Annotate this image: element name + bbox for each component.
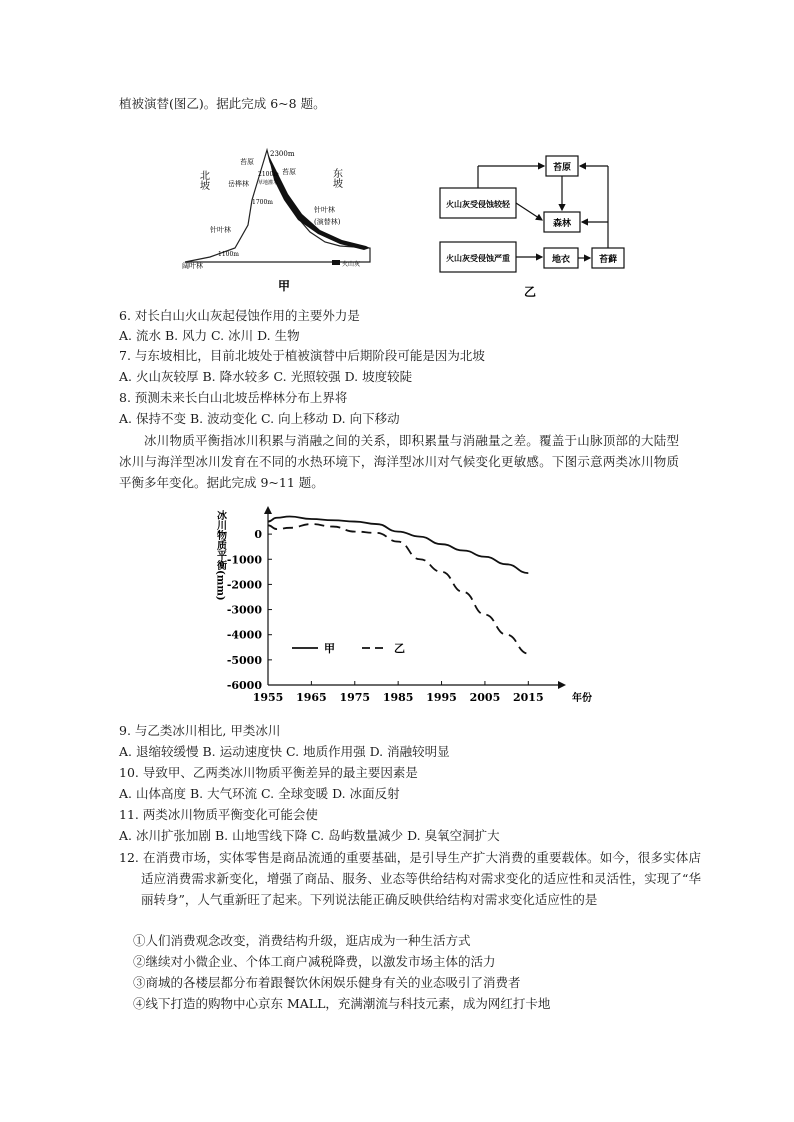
y-tick-label: -3000 [226, 603, 262, 617]
svg-text:火山灰受侵蚀严重: 火山灰受侵蚀严重 [446, 253, 510, 263]
y-tick-label: -6000 [226, 679, 262, 692]
svg-text:苔藓: 苔藓 [598, 255, 618, 265]
y-tick-label: -4000 [226, 628, 262, 642]
x-axis-arrow [558, 681, 566, 689]
x-tick-label: 1975 [339, 691, 371, 704]
zone-left-conifer: 针叶林 [210, 226, 231, 234]
q12-item-4: ④线下打造的购物中心京东 MALL，充满潮流与科技元素，成为网红打卡地 [133, 996, 551, 1011]
elevation-2100: 2100m [258, 171, 279, 178]
figure-jia-caption: 甲 [278, 279, 291, 293]
q12-item-3: ③商城的各楼层都分布着跟餐饮休闲娱乐健身有关的业态吸引了消费者 [133, 975, 521, 990]
glacier-passage: 冰川物质平衡指冰川积累与消融之间的关系，即积累量与消融量之差。覆盖于山脉顶部的大陆型冰川与海洋型冰川发育在不同的水热环境下，海洋型冰川对气候变化更敏感。下图示意两类冰川物质平衡多年变化。据此完成 9~11 题。 [119, 433, 679, 490]
q6-stem: 6. 对长白山火山灰起侵蚀作用的主要外力是 [119, 308, 360, 323]
x-axis-label: 年份 [572, 693, 592, 704]
q12-stem: 12. 在消费市场，实体零售是商品流通的重要基础，是引导生产扩大消费的重要载体。如今，很多实体店适应消费需求新变化，增强了商品、服务、业态等供给结构对需求变化的适应性和灵活性，实现了“华丽转身”，人气重新旺了起来。下列说法能正确反映供给结构对需求变化适应性的是 [119, 850, 701, 907]
series-line-yi [268, 524, 528, 654]
q12-item-1: ①人们消费观念改变，消费结构升级，逛店成为一种生活方式 [133, 933, 471, 948]
y-tick-label: -1000 [226, 553, 262, 567]
q10-options: A. 山体高度 B. 大气环流 C. 全球变暖 D. 冰面反射 [119, 786, 400, 801]
y-tick-label: -5000 [226, 653, 262, 667]
zone-left-broadleaf: 阔叶林 [182, 262, 203, 270]
x-tick-label: 1995 [426, 691, 457, 704]
q11-stem: 11. 两类冰川物质平衡变化可能会使 [119, 807, 318, 822]
elevation-shrub: 草地灌木 [258, 180, 279, 186]
q8-options: A. 保持不变 B. 波动变化 C. 向上移动 D. 向下移动 [119, 411, 400, 426]
svg-text:火山灰受侵蚀较轻: 火山灰受侵蚀较轻 [446, 199, 510, 209]
zone-left-birch: 岳桦林 [228, 180, 249, 188]
x-tick-label: 2015 [512, 691, 544, 704]
x-tick-label: 1955 [252, 691, 284, 704]
q9-options: A. 退缩较缓慢 B. 运动速度快 C. 地质作用强 D. 消融较明显 [119, 744, 450, 759]
q7-stem: 7. 与东坡相比，目前北坡处于植被演替中后期阶段可能是因为北坡 [119, 348, 485, 363]
x-tick-label: 1985 [382, 691, 414, 704]
x-tick-label: 2005 [469, 691, 501, 704]
q6-options: A. 流水 B. 风力 C. 冰川 D. 生物 [119, 328, 300, 343]
y-tick-label: 0 [254, 528, 262, 542]
legend-label-jia: 甲 [324, 642, 335, 655]
q9-stem: 9. 与乙类冰川相比, 甲类冰川 [119, 723, 281, 738]
q8-stem: 8. 预测未来长白山北坡岳桦林分布上界将 [119, 390, 348, 405]
figure-jia-mountain-profile [180, 140, 380, 300]
q12-item-2: ②继续对小微企业、个体工商户减税降费，以激发市场主体的活力 [133, 954, 496, 969]
q7-options: A. 火山灰较厚 B. 降水较多 C. 光照较强 D. 坡度较陡 [119, 369, 413, 384]
legend-ash-label: 火山灰 [342, 261, 361, 268]
legend-label-yi: 乙 [394, 642, 405, 655]
figure-yi-caption: 乙 [524, 285, 537, 299]
legend-ash-swatch [332, 260, 340, 265]
chart-y-axis-label: 冰川物质平衡(mm) [214, 510, 226, 601]
figure-yi-flowchart [438, 150, 628, 300]
q11-options: A. 冰川扩张加剧 B. 山地雪线下降 C. 岛屿数量减少 D. 臭氧空洞扩大 [119, 828, 500, 843]
svg-text:地衣: 地衣 [551, 255, 571, 265]
q10-stem: 10. 导致甲、乙两类冰川物质平衡差异的最主要因素是 [119, 765, 418, 780]
zone-left-tundra: 苔原 [240, 158, 254, 166]
elevation-1700: 1700m [252, 199, 273, 206]
svg-text:苔原: 苔原 [552, 163, 572, 173]
intro-line: 植被演替(图乙)。据此完成 6~8 题。 [119, 96, 326, 111]
summit-elevation: 2300m [270, 150, 295, 158]
x-tick-label: 1965 [296, 691, 327, 704]
east-slope-label: 东坡 [330, 168, 342, 188]
y-tick-label: -2000 [226, 578, 262, 592]
north-slope-label: 北坡 [197, 170, 209, 190]
zone-right-conifer: 针叶林 [314, 206, 335, 214]
zone-right-succession: (演替林) [314, 218, 341, 226]
svg-text:森林: 森林 [552, 219, 572, 229]
glacier-mass-balance-chart [210, 500, 592, 720]
zone-right-tundra: 苔原 [282, 168, 296, 176]
elevation-1100: 1100m [218, 251, 239, 258]
y-axis-arrow [264, 506, 272, 514]
